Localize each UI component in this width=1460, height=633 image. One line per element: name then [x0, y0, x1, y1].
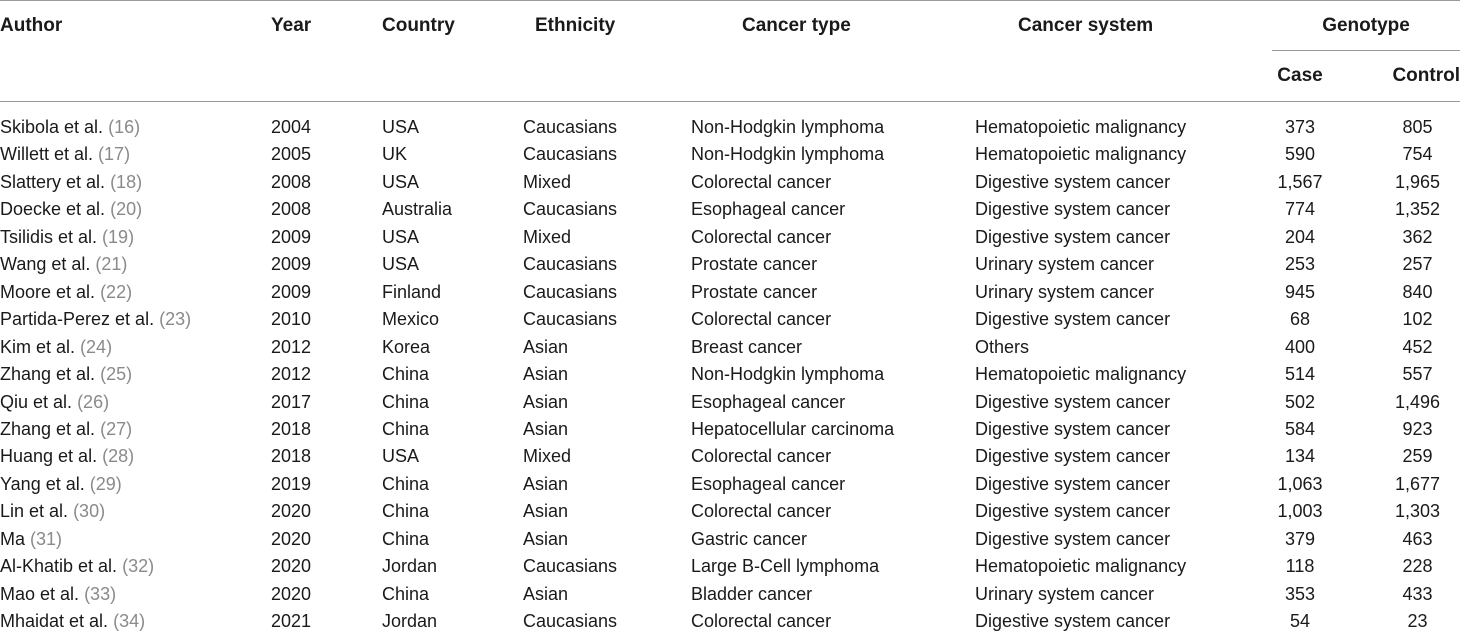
cell-ethnicity: Caucasians [523, 309, 618, 329]
cell-cancer-type: Large B-Cell lymphoma [691, 556, 880, 576]
cell-cancer-system: Digestive system cancer [975, 227, 1171, 247]
cell-cancer-system: Hematopoietic malignancy [975, 364, 1187, 384]
author-name: Moore et al. [0, 282, 96, 302]
reference-link[interactable]: (31) [30, 529, 63, 549]
cell-control: 362 [1402, 227, 1433, 247]
cell-year: 2018 [271, 419, 312, 439]
cell-author [0, 308, 191, 330]
cell-control: 1,496 [1394, 392, 1441, 412]
cell-year: 2012 [271, 337, 312, 357]
header-bottom-rule [0, 101, 1460, 102]
cell-year: 2008 [271, 199, 312, 219]
cell-ethnicity: Caucasians [523, 144, 618, 164]
cell-ethnicity: Asian [523, 474, 569, 494]
cell-control: 23 [1407, 611, 1428, 631]
cell-author [0, 610, 145, 632]
cell-author [0, 391, 109, 413]
author-name: Slattery et al. [0, 172, 106, 192]
cell-cancer-type: Colorectal cancer [691, 227, 832, 247]
cell-cancer-system: Digestive system cancer [975, 446, 1171, 466]
cell-cancer-type: Colorectal cancer [691, 309, 832, 329]
cell-control: 923 [1402, 419, 1433, 439]
cell-control: 228 [1402, 556, 1433, 576]
cell-country: USA [382, 254, 420, 274]
cell-control: 840 [1402, 282, 1433, 302]
cell-country: China [382, 584, 430, 604]
cell-cancer-system: Digestive system cancer [975, 529, 1171, 549]
cell-ethnicity: Caucasians [523, 282, 618, 302]
genotype-subrule [1272, 50, 1460, 51]
cell-year: 2008 [271, 172, 312, 192]
cell-country: USA [382, 446, 420, 466]
cell-cancer-type: Colorectal cancer [691, 611, 832, 631]
header-author: Author [0, 15, 63, 36]
cell-case: 134 [1284, 446, 1316, 466]
cell-country: USA [382, 172, 420, 192]
cell-country: China [382, 419, 430, 439]
author-name: Kim et al. [0, 337, 76, 357]
header-ethnicity: Ethnicity [535, 15, 616, 36]
cell-year: 2018 [271, 446, 312, 466]
cell-control: 102 [1402, 309, 1433, 329]
cell-cancer-system: Hematopoietic malignancy [975, 144, 1187, 164]
cell-author [0, 500, 105, 522]
cell-author [0, 363, 132, 385]
cell-author [0, 198, 142, 220]
cell-ethnicity: Caucasians [523, 611, 618, 631]
cell-cancer-type: Colorectal cancer [691, 501, 832, 521]
author-name: Ma [0, 529, 26, 549]
cell-year: 2009 [271, 282, 312, 302]
author-name: Qiu et al. [0, 392, 73, 412]
cell-author [0, 281, 132, 303]
cell-author [0, 473, 122, 495]
cell-control: 754 [1402, 144, 1433, 164]
cell-control: 259 [1402, 446, 1433, 466]
cell-cancer-system: Digestive system cancer [975, 501, 1171, 521]
reference-link[interactable]: (18) [110, 172, 143, 192]
cell-ethnicity: Asian [523, 392, 569, 412]
cell-case: 774 [1284, 199, 1316, 219]
cell-author [0, 226, 134, 248]
author-name: Lin et al. [0, 501, 69, 521]
author-name: Al-Khatib et al. [0, 556, 118, 576]
cell-cancer-type: Prostate cancer [691, 282, 818, 302]
cell-year: 2021 [271, 611, 312, 631]
cell-author [0, 418, 132, 440]
cell-country: China [382, 392, 430, 412]
cell-author [0, 171, 142, 193]
reference-link[interactable]: (29) [89, 474, 122, 494]
cell-country: Jordan [382, 611, 438, 631]
cell-cancer-system: Urinary system cancer [975, 584, 1155, 604]
reference-link[interactable]: (16) [108, 117, 141, 137]
cell-author [0, 116, 140, 138]
cell-control: 257 [1402, 254, 1433, 274]
cell-cancer-system: Urinary system cancer [975, 254, 1155, 274]
cell-country: China [382, 529, 430, 549]
cell-control: 557 [1402, 364, 1433, 384]
reference-link[interactable]: (23) [159, 309, 192, 329]
cell-cancer-type: Non-Hodgkin lymphoma [691, 364, 885, 384]
cell-case: 54 [1289, 611, 1311, 631]
cell-cancer-type: Esophageal cancer [691, 392, 846, 412]
header-cancer-system: Cancer system [1018, 15, 1154, 36]
cell-country: Jordan [382, 556, 438, 576]
cell-case: 1,567 [1277, 172, 1323, 192]
author-name: Mao et al. [0, 584, 80, 604]
cell-cancer-type: Breast cancer [691, 337, 803, 357]
cell-cancer-type: Colorectal cancer [691, 172, 832, 192]
header-cancer-type: Cancer type [742, 15, 851, 36]
cell-year: 2020 [271, 501, 312, 521]
cell-case: 118 [1285, 556, 1315, 576]
cell-case: 204 [1284, 227, 1316, 247]
cell-ethnicity: Caucasians [523, 199, 618, 219]
cell-case: 502 [1284, 392, 1316, 412]
cell-ethnicity: Mixed [523, 172, 572, 192]
cell-country: China [382, 501, 430, 521]
cell-ethnicity: Caucasians [523, 556, 618, 576]
cell-control: 1,352 [1394, 199, 1441, 219]
cell-ethnicity: Asian [523, 364, 569, 384]
cell-cancer-type: Non-Hodgkin lymphoma [691, 117, 885, 137]
cell-author [0, 253, 127, 275]
cell-year: 2010 [271, 309, 312, 329]
reference-link[interactable]: (33) [84, 584, 117, 604]
reference-link[interactable]: (24) [80, 337, 113, 357]
header-case: Case [1277, 65, 1323, 86]
cell-case: 68 [1289, 309, 1311, 329]
cell-year: 2019 [271, 474, 312, 494]
cell-case: 584 [1284, 419, 1316, 439]
cell-cancer-system: Urinary system cancer [975, 282, 1155, 302]
cell-case: 400 [1284, 337, 1316, 357]
cell-cancer-system: Hematopoietic malignancy [975, 117, 1187, 137]
cell-cancer-type: Gastric cancer [691, 529, 808, 549]
cell-control: 452 [1402, 337, 1433, 357]
header-year: Year [271, 15, 312, 36]
cell-control: 433 [1402, 584, 1433, 604]
reference-link[interactable]: (26) [77, 392, 110, 412]
cell-author [0, 336, 112, 358]
reference-link[interactable]: (30) [73, 501, 106, 521]
cell-case: 373 [1284, 117, 1316, 137]
cell-case: 945 [1284, 282, 1316, 302]
table-top-rule [0, 0, 1460, 1]
cell-cancer-system: Digestive system cancer [975, 199, 1171, 219]
cell-ethnicity: Asian [523, 584, 569, 604]
reference-link[interactable]: (22) [100, 282, 133, 302]
cell-control: 1,965 [1394, 172, 1441, 192]
cell-case: 514 [1284, 364, 1316, 384]
cell-country: Mexico [382, 309, 440, 329]
cell-year: 2009 [271, 254, 312, 274]
author-name: Wang et al. [0, 254, 91, 274]
reference-link[interactable]: (25) [100, 364, 133, 384]
cell-cancer-system: Digestive system cancer [975, 172, 1171, 192]
cell-country: Australia [382, 199, 453, 219]
cell-year: 2020 [271, 529, 312, 549]
cell-author [0, 445, 134, 467]
cell-country: China [382, 364, 430, 384]
cell-ethnicity: Mixed [523, 446, 572, 466]
cell-year: 2005 [271, 144, 312, 164]
cell-cancer-system: Digestive system cancer [975, 309, 1171, 329]
author-name: Partida-Perez et al. [0, 309, 155, 329]
cell-case: 1,003 [1277, 501, 1323, 521]
author-name: Mhaidat et al. [0, 611, 109, 631]
cell-country: China [382, 474, 430, 494]
author-name: Doecke et al. [0, 199, 106, 219]
cell-ethnicity: Asian [523, 337, 569, 357]
cell-case: 353 [1284, 584, 1316, 604]
cell-author [0, 528, 62, 550]
cell-ethnicity: Mixed [523, 227, 572, 247]
author-name: Tsilidis et al. [0, 227, 98, 247]
author-name: Zhang et al. [0, 419, 96, 439]
reference-link[interactable]: (20) [110, 199, 143, 219]
cell-ethnicity: Asian [523, 501, 569, 521]
cell-country: UK [382, 144, 408, 164]
cell-cancer-type: Colorectal cancer [691, 446, 832, 466]
cell-cancer-system: Digestive system cancer [975, 611, 1171, 631]
cell-ethnicity: Asian [523, 419, 569, 439]
author-name: Skibola et al. [0, 117, 104, 137]
cell-cancer-system: Digestive system cancer [975, 474, 1171, 494]
cell-year: 2020 [271, 556, 312, 576]
cell-control: 463 [1402, 529, 1433, 549]
cell-case: 1,063 [1277, 474, 1323, 494]
header-country: Country [382, 15, 455, 36]
cell-year: 2020 [271, 584, 312, 604]
cell-cancer-type: Hepatocellular carcinoma [691, 419, 895, 439]
cell-ethnicity: Caucasians [523, 117, 618, 137]
cell-cancer-type: Esophageal cancer [691, 474, 846, 494]
author-name: Yang et al. [0, 474, 85, 494]
reference-link[interactable]: (32) [122, 556, 155, 576]
cell-country: Finland [382, 282, 442, 302]
reference-link[interactable]: (34) [113, 611, 146, 631]
author-name: Zhang et al. [0, 364, 96, 384]
cell-case: 379 [1284, 529, 1316, 549]
cell-ethnicity: Caucasians [523, 254, 618, 274]
reference-link[interactable]: (28) [102, 446, 135, 466]
reference-link[interactable]: (21) [95, 254, 128, 274]
cell-control: 805 [1402, 117, 1433, 137]
cell-cancer-type: Bladder cancer [691, 584, 813, 604]
cell-case: 253 [1284, 254, 1316, 274]
author-name: Willett et al. [0, 144, 94, 164]
cell-cancer-system: Others [975, 337, 1030, 357]
cell-ethnicity: Asian [523, 529, 569, 549]
cell-author [0, 555, 154, 577]
cell-year: 2009 [271, 227, 312, 247]
cell-cancer-type: Esophageal cancer [691, 199, 846, 219]
cell-country: USA [382, 227, 420, 247]
cell-cancer-type: Prostate cancer [691, 254, 818, 274]
cell-control: 1,303 [1394, 501, 1441, 521]
reference-link[interactable]: (27) [100, 419, 133, 439]
reference-link[interactable]: (17) [98, 144, 131, 164]
cell-year: 2004 [271, 117, 312, 137]
cell-country: Korea [382, 337, 431, 357]
cell-author [0, 583, 116, 605]
cell-control: 1,677 [1394, 474, 1441, 494]
cell-cancer-system: Hematopoietic malignancy [975, 556, 1187, 576]
cell-cancer-type: Non-Hodgkin lymphoma [691, 144, 885, 164]
header-genotype: Genotype [1322, 15, 1410, 36]
reference-link[interactable]: (19) [102, 227, 135, 247]
cell-cancer-system: Digestive system cancer [975, 419, 1171, 439]
cell-year: 2017 [271, 392, 312, 412]
cell-year: 2012 [271, 364, 312, 384]
header-control: Control [1392, 65, 1460, 86]
author-name: Huang et al. [0, 446, 98, 466]
cell-cancer-system: Digestive system cancer [975, 392, 1171, 412]
cell-country: USA [382, 117, 420, 137]
cell-author [0, 143, 130, 165]
cell-case: 590 [1284, 144, 1316, 164]
